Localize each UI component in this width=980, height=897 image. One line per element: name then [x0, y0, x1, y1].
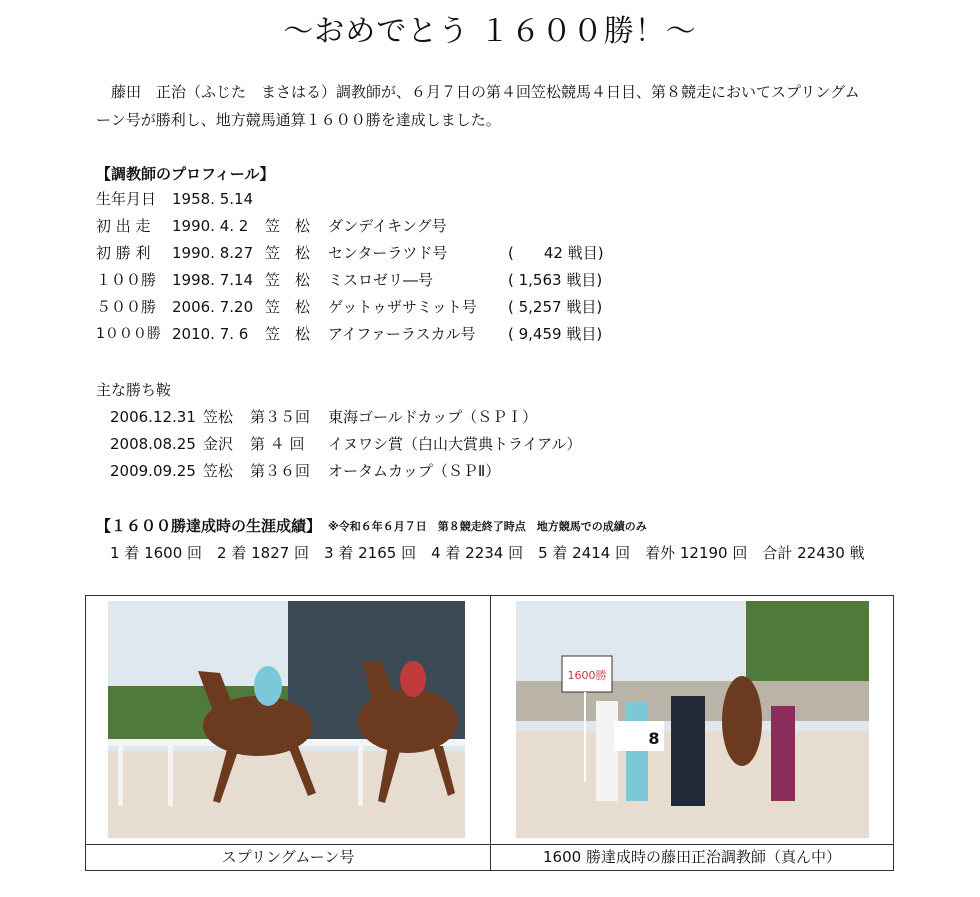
profile-races: ( 9,459 戦目) [508, 325, 603, 343]
win-row [110, 404, 538, 431]
profile-date: 2006. 7.20 [172, 298, 254, 316]
profile-place: 笠 松 [265, 271, 311, 289]
page-title: ～おめでとう １６００勝！～ [283, 14, 697, 49]
profile-horse: ダンデイキング号 [328, 217, 447, 235]
win-row [110, 431, 582, 458]
profile-place: 笠 松 [265, 298, 311, 316]
profile-row [96, 186, 254, 213]
profile-races: ( 1,563 戦目) [508, 271, 603, 289]
record-note: ※令和６年６月７日 第８競走終了時点 地方競馬での成績のみ [328, 520, 647, 533]
profile-row [96, 321, 603, 348]
profile-horse: アイファーラスカル号 [328, 325, 476, 343]
profile-heading: 【調教師のプロフィール】 [96, 165, 275, 183]
win-race: オータムカップ（ＳＰⅡ） [328, 462, 501, 480]
wins-heading: 主な勝ち鞍 [96, 381, 172, 399]
profile-date: 2010. 7. 6 [172, 325, 249, 343]
profile-date: 1998. 7.14 [172, 271, 254, 289]
race-photo [108, 601, 465, 838]
left-photo-caption: スプリングムーン号 [221, 848, 355, 866]
intro-line-1: 藤田 正治（ふじた まさはる）調教師が、６月７日の第４回笠松競馬４日目、第８競走においてスプリングム [111, 83, 860, 101]
profile-label: 1０００勝 [96, 326, 161, 342]
win-race: イヌワシ賞（白山大賞典トライアル） [328, 435, 582, 453]
win-venue: 笠松 [203, 408, 234, 426]
record-summary: 1 着 1600 回 2 着 1827 回 3 着 2165 回 4 着 2234 回 5 着 2414 回 着外 12190 回 合計 22430 戦 [110, 544, 865, 562]
profile-row [96, 213, 447, 240]
profile-place: 笠 松 [265, 244, 311, 262]
sign-text: 1600勝 [567, 669, 607, 682]
win-date: 2008.08.25 [110, 435, 196, 453]
profile-place: 笠 松 [265, 217, 311, 235]
win-venue: 笠松 [203, 462, 234, 480]
win-round: 第３５回 [250, 408, 311, 426]
profile-races: ( 5,257 戦目) [508, 298, 603, 316]
profile-horse: ゲットゥザサミット号 [328, 298, 477, 316]
table-divider [490, 596, 491, 870]
win-race: 東海ゴールドカップ（ＳＰＩ） [328, 408, 538, 426]
profile-label: １００勝 [96, 271, 157, 289]
profile-row [96, 240, 604, 267]
intro-paragraph [96, 78, 896, 134]
win-date: 2006.12.31 [110, 408, 196, 426]
photo-table [85, 595, 894, 871]
profile-date: 1958. 5.14 [172, 190, 254, 208]
bib-number: 8 [648, 729, 660, 748]
win-venue: 金沢 [203, 435, 234, 453]
record-heading: 【１６００勝達成時の生涯成績】 [96, 517, 322, 535]
profile-horse: センターラツド号 [328, 244, 448, 262]
record-heading-line [96, 513, 647, 540]
win-round: 第 ４ 回 [250, 435, 305, 453]
profile-date: 1990. 8.27 [172, 244, 254, 262]
ceremony-photo-image [516, 601, 869, 838]
profile-place: 笠 松 [265, 325, 311, 343]
right-photo-caption: 1600 勝達成時の藤田正治調教師（真ん中） [543, 848, 841, 866]
win-row [110, 458, 501, 485]
profile-label: 初 勝 利 [96, 244, 151, 262]
profile-label: 生年月日 [96, 190, 157, 208]
ceremony-photo [516, 601, 869, 838]
intro-line-2: ーン号が勝利し、地方競馬通算１６００勝を達成しました。 [96, 111, 501, 129]
profile-horse: ミスロゼリ―号 [328, 271, 434, 289]
win-round: 第３６回 [250, 462, 311, 480]
profile-row [96, 267, 603, 294]
profile-races: ( 42 戦目) [508, 244, 604, 262]
profile-row [96, 294, 603, 321]
profile-label: 初 出 走 [96, 217, 151, 235]
win-date: 2009.09.25 [110, 462, 196, 480]
profile-label: ５００勝 [96, 298, 157, 316]
race-photo-image [108, 601, 465, 838]
profile-date: 1990. 4. 2 [172, 217, 249, 235]
